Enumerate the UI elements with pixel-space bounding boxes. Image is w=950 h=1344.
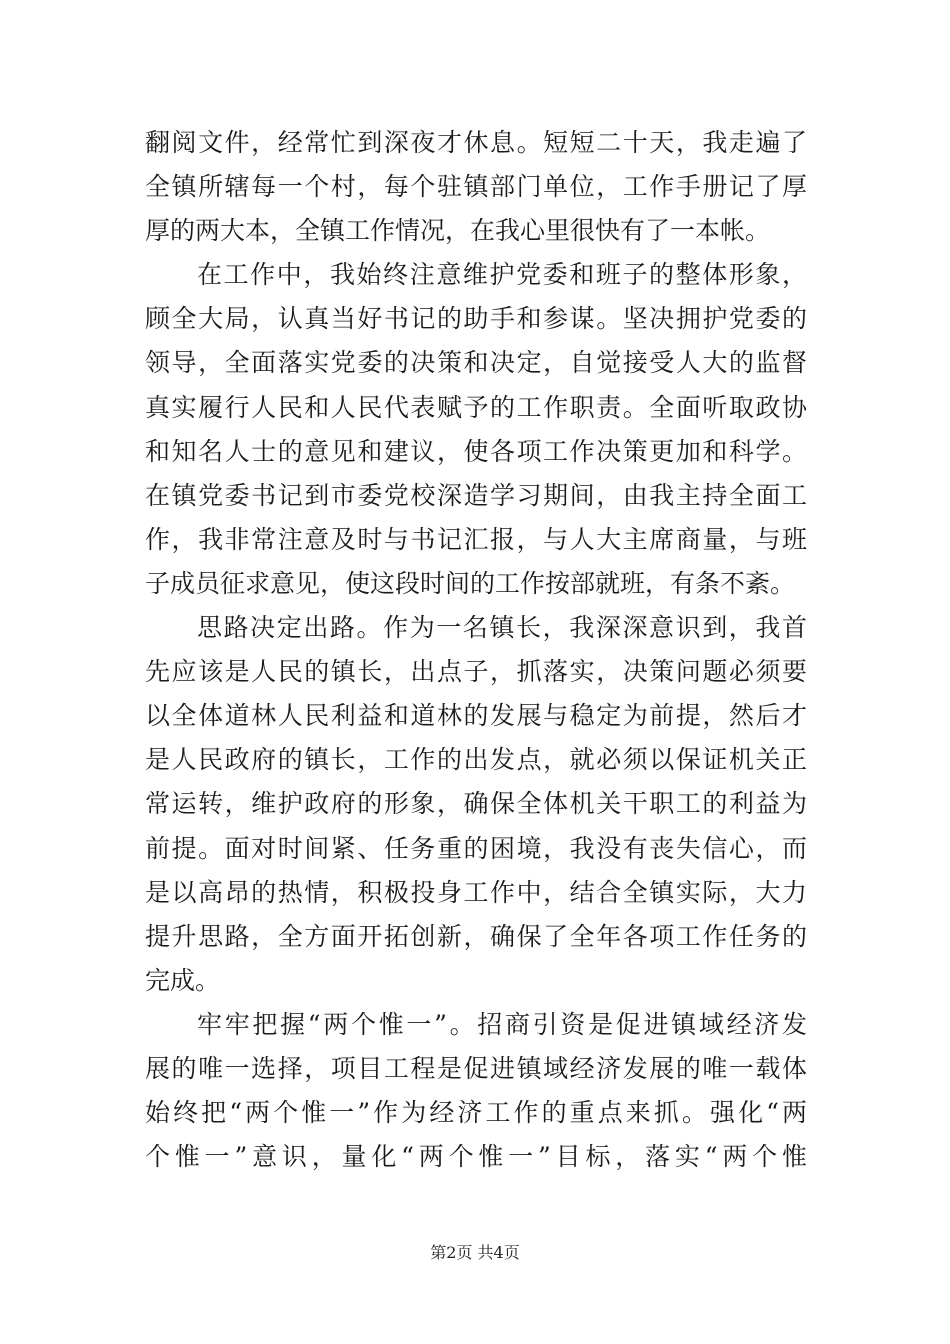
text-line: 个惟一”意识，量化“两个惟一”目标，落实“两个惟 bbox=[145, 1142, 807, 1172]
text-line: 是以高昂的热情，积极投身工作中，结合全镇实际，大力 bbox=[145, 877, 807, 907]
text-line: 子成员征求意见，使这段时间的工作按部就班，有条不紊。 bbox=[145, 568, 796, 598]
text-line: 展的唯一选择，项目工程是促进镇域经济发展的唯一载体 bbox=[145, 1053, 807, 1083]
text-line: 完成。 bbox=[145, 965, 221, 995]
text-line: 翻阅文件，经常忙到深夜才休息。短短二十天，我走遍了 bbox=[145, 128, 807, 157]
text-line: 厚的两大本，全镇工作情况，在我心里很快有了一本帐。 bbox=[145, 216, 771, 246]
text-line: 真实履行人民和人民代表赋予的工作职责。全面听取政协 bbox=[145, 392, 807, 422]
text-line: 领导，全面落实党委的决策和决定，自觉接受人大的监督 bbox=[145, 348, 807, 378]
text-line: 在镇党委书记到市委党校深造学习期间，由我主持全面工 bbox=[145, 480, 807, 510]
text-line: 前提。面对时间紧、任务重的困境，我没有丧失信心，而 bbox=[145, 833, 807, 863]
text-line: 先应该是人民的镇长，出点子，抓落实，决策问题必须要 bbox=[145, 657, 807, 687]
text-line: 和知名人士的意见和建议，使各项工作决策更加和科学。 bbox=[145, 436, 807, 466]
text-line: 作，我非常注意及时与书记汇报，与人大主席商量，与班 bbox=[145, 524, 807, 554]
text-line: 思路决定出路。作为一名镇长，我深深意识到，我首 bbox=[197, 613, 807, 643]
text-line: 提升思路，全方面开拓创新，确保了全年各项工作任务的 bbox=[145, 921, 807, 951]
text-line: 始终把“两个惟一”作为经济工作的重点来抓。强化“两 bbox=[145, 1098, 807, 1128]
text-line: 是人民政府的镇长，工作的出发点，就必须以保证机关正 bbox=[145, 745, 807, 775]
text-line: 顾全大局，认真当好书记的助手和参谋。坚决拥护党委的 bbox=[145, 304, 807, 334]
text-line: 在工作中，我始终注意维护党委和班子的整体形象， bbox=[197, 260, 807, 290]
text-line: 全镇所辖每一个村，每个驻镇部门单位，工作手册记了厚 bbox=[145, 172, 807, 202]
body-text bbox=[145, 121, 807, 1179]
text-line: 牢牢把握“两个惟一”。招商引资是促进镇域经济发 bbox=[197, 1009, 807, 1039]
text-line: 常运转，维护政府的形象，确保全体机关干职工的利益为 bbox=[145, 789, 807, 819]
text-line: 以全体道林人民利益和道林的发展与稳定为前提，然后才 bbox=[145, 701, 807, 731]
page-footer: 第2页 共4页 bbox=[430, 1243, 520, 1262]
